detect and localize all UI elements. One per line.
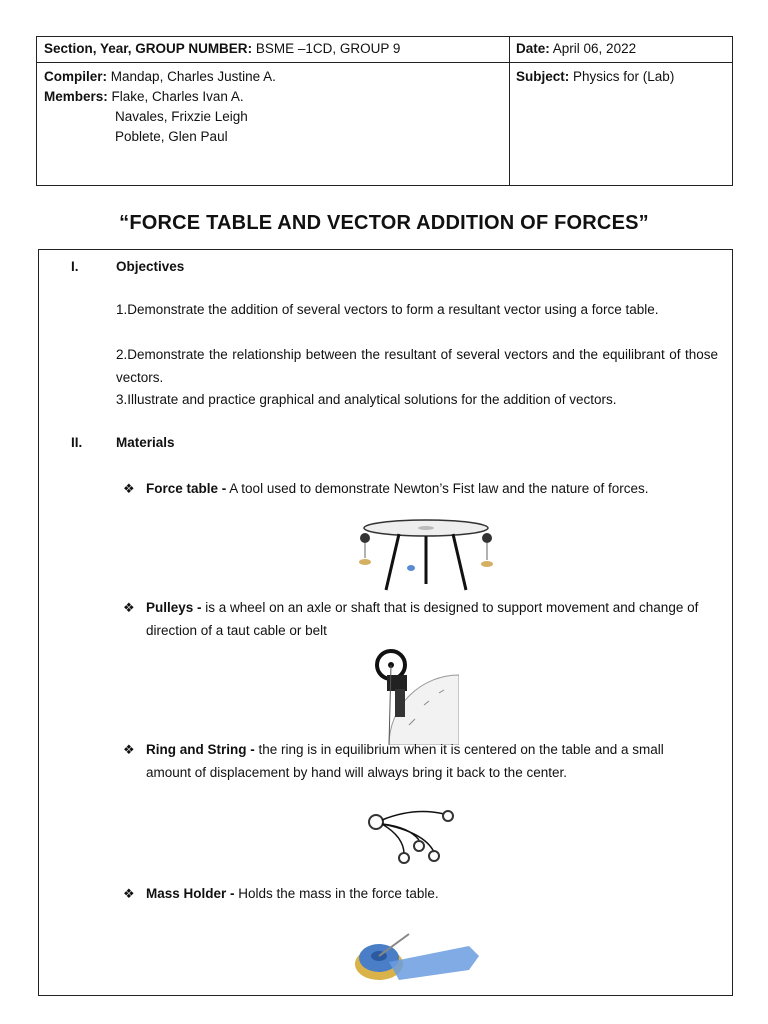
- compiler-value: Mandap, Charles Justine A.: [110, 69, 276, 84]
- header-table: [36, 36, 733, 186]
- subject-label: Subject: [516, 69, 565, 84]
- mass-holder-image: [349, 922, 484, 990]
- section-value: BSME –1CD, GROUP 9: [255, 41, 401, 56]
- material-name: Pulleys -: [146, 600, 202, 615]
- diamond-bullet-icon: ❖: [123, 742, 135, 757]
- material-name: Ring and String -: [146, 742, 255, 757]
- material-desc: Holds the mass in the force table.: [234, 886, 439, 901]
- members-cell: Members: Flake, Charles Ivan A.: [44, 89, 244, 104]
- material-desc: is a wheel on an axle or shaft that is designed to support movement and change of direction of a taut cable or belt: [146, 600, 699, 638]
- ring-and-string-image: [364, 802, 459, 872]
- section-number: II.: [71, 435, 83, 450]
- diamond-bullet-icon: ❖: [123, 886, 135, 901]
- subject-value: Physics for (Lab): [573, 69, 675, 84]
- section-label: Section, Year, GROUP NUMBER: [44, 41, 248, 56]
- objective-item: 3.Illustrate and practice graphical and analytical solutions for the addition of vectors.: [116, 392, 617, 407]
- pulley-image: [349, 645, 459, 745]
- material-item: [123, 478, 706, 501]
- section-title: Materials: [116, 435, 175, 450]
- material-name: Force table -: [146, 481, 227, 496]
- member-name: Navales, Frixzie Leigh: [115, 109, 248, 124]
- table-divider: [37, 62, 732, 63]
- material-item: [123, 597, 706, 642]
- subject-cell: Subject: Physics for (Lab): [516, 69, 675, 84]
- section-number: I.: [71, 259, 79, 274]
- member-name: Poblete, Glen Paul: [115, 129, 228, 144]
- table-divider: [509, 37, 510, 185]
- objective-item: 1.Demonstrate the addition of several vectors to form a resultant vector using a force table.: [116, 302, 659, 317]
- page-title: “FORCE TABLE AND VECTOR ADDITION OF FORCES”: [119, 212, 649, 234]
- material-item: [123, 739, 706, 784]
- material-desc: A tool used to demonstrate Newton’s Fist law and the nature of forces.: [226, 481, 649, 496]
- objective-item: 2.Demonstrate the relationship between the resultant of several vectors and the equilibrant of those vectors.: [116, 347, 718, 385]
- compiler-label: Compiler: [44, 69, 103, 84]
- date-label: Date: [516, 41, 546, 56]
- members-label: Members: [44, 89, 104, 104]
- diamond-bullet-icon: ❖: [123, 600, 135, 615]
- diamond-bullet-icon: ❖: [123, 481, 135, 496]
- force-table-image: [351, 518, 501, 598]
- material-desc: the ring is in equilibrium when it is centered on the table and a small amount of displacement by hand will always bring it back to the center.: [146, 742, 664, 780]
- content-box: [38, 249, 733, 996]
- section-cell: Section, Year, GROUP NUMBER: BSME –1CD, GROUP 9: [44, 41, 401, 56]
- date-value: April 06, 2022: [552, 41, 637, 56]
- material-item: [123, 883, 706, 906]
- section-title: Objectives: [116, 259, 185, 274]
- compiler-cell: Compiler: Mandap, Charles Justine A.: [44, 69, 276, 84]
- member-name: Flake, Charles Ivan A.: [111, 89, 244, 104]
- material-name: Mass Holder -: [146, 886, 235, 901]
- date-cell: Date: April 06, 2022: [516, 41, 637, 56]
